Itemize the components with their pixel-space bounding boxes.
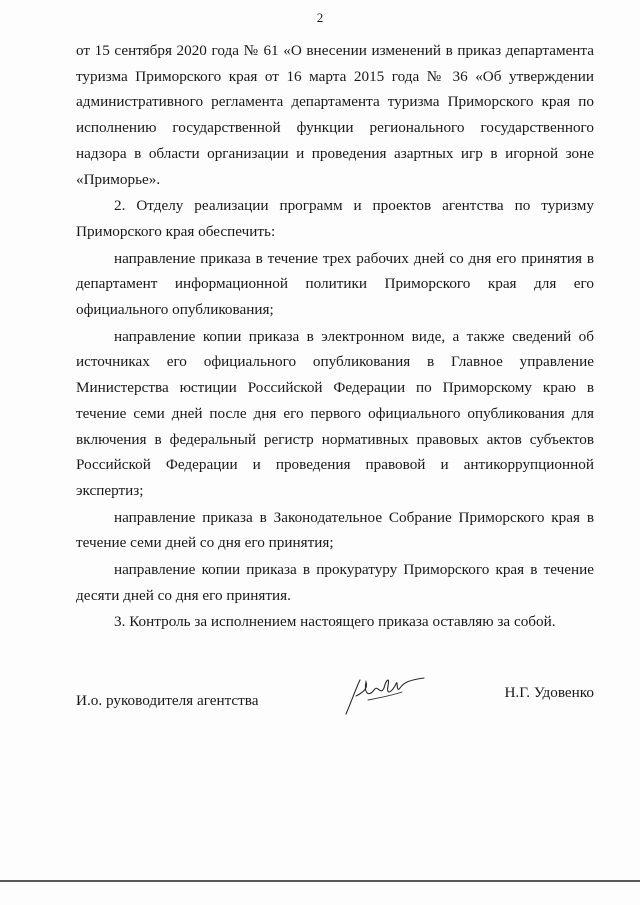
handwritten-signature <box>338 670 428 720</box>
paragraph-6: направление копии приказа в прокуратуру Приморского края в течение десяти дней со дня его принятия. <box>76 561 594 604</box>
signature-block <box>76 678 594 738</box>
paragraph-4: направление копии приказа в электронном виде, а также сведений об источниках его официального опубликования в Главное управление Министерства юстиции Российской Федерации по Приморскому краю в течение семи дней после дня его первого официального опубликования для включения в федеральный регистр нормативных правовых актов субъектов Российской Федерации и проведения правовой и антикоррупционной экспертиз; <box>76 327 594 499</box>
scan-edge-line <box>0 880 640 882</box>
signatory-role: И.о. руководителя агентства <box>76 692 259 709</box>
paragraph-2: 2. Отделу реализации программ и проектов агентства по туризму Приморского края обеспечить: <box>76 197 594 240</box>
paragraph-7: 3. Контроль за исполнением настоящего приказа оставляю за собой. <box>114 613 556 631</box>
paragraph-3: направление приказа в течение трех рабочих дней со дня его принятия в департамент информационной политики Приморского края для его официального опубликования; <box>76 249 594 319</box>
paragraph-5: направление приказа в Законодательное Собрание Приморского края в течение семи дней со дня его принятия; <box>76 508 594 552</box>
page-number: 2 <box>316 10 324 25</box>
signatory-name: Н.Г. Удовенко <box>504 684 594 701</box>
paragraph-1: от 15 сентября 2020 года № 61 «О внесении изменений в приказ департамента туризма Приморского края от 16 марта 2015 года № 36 «Об утверждении административного регламента департамента туризма Приморского края по исполнению государственной функции регионального государственного надзора в области организации и проведения азартных игр в игорной зоне «Приморье». <box>76 42 594 188</box>
document-body <box>76 38 594 635</box>
